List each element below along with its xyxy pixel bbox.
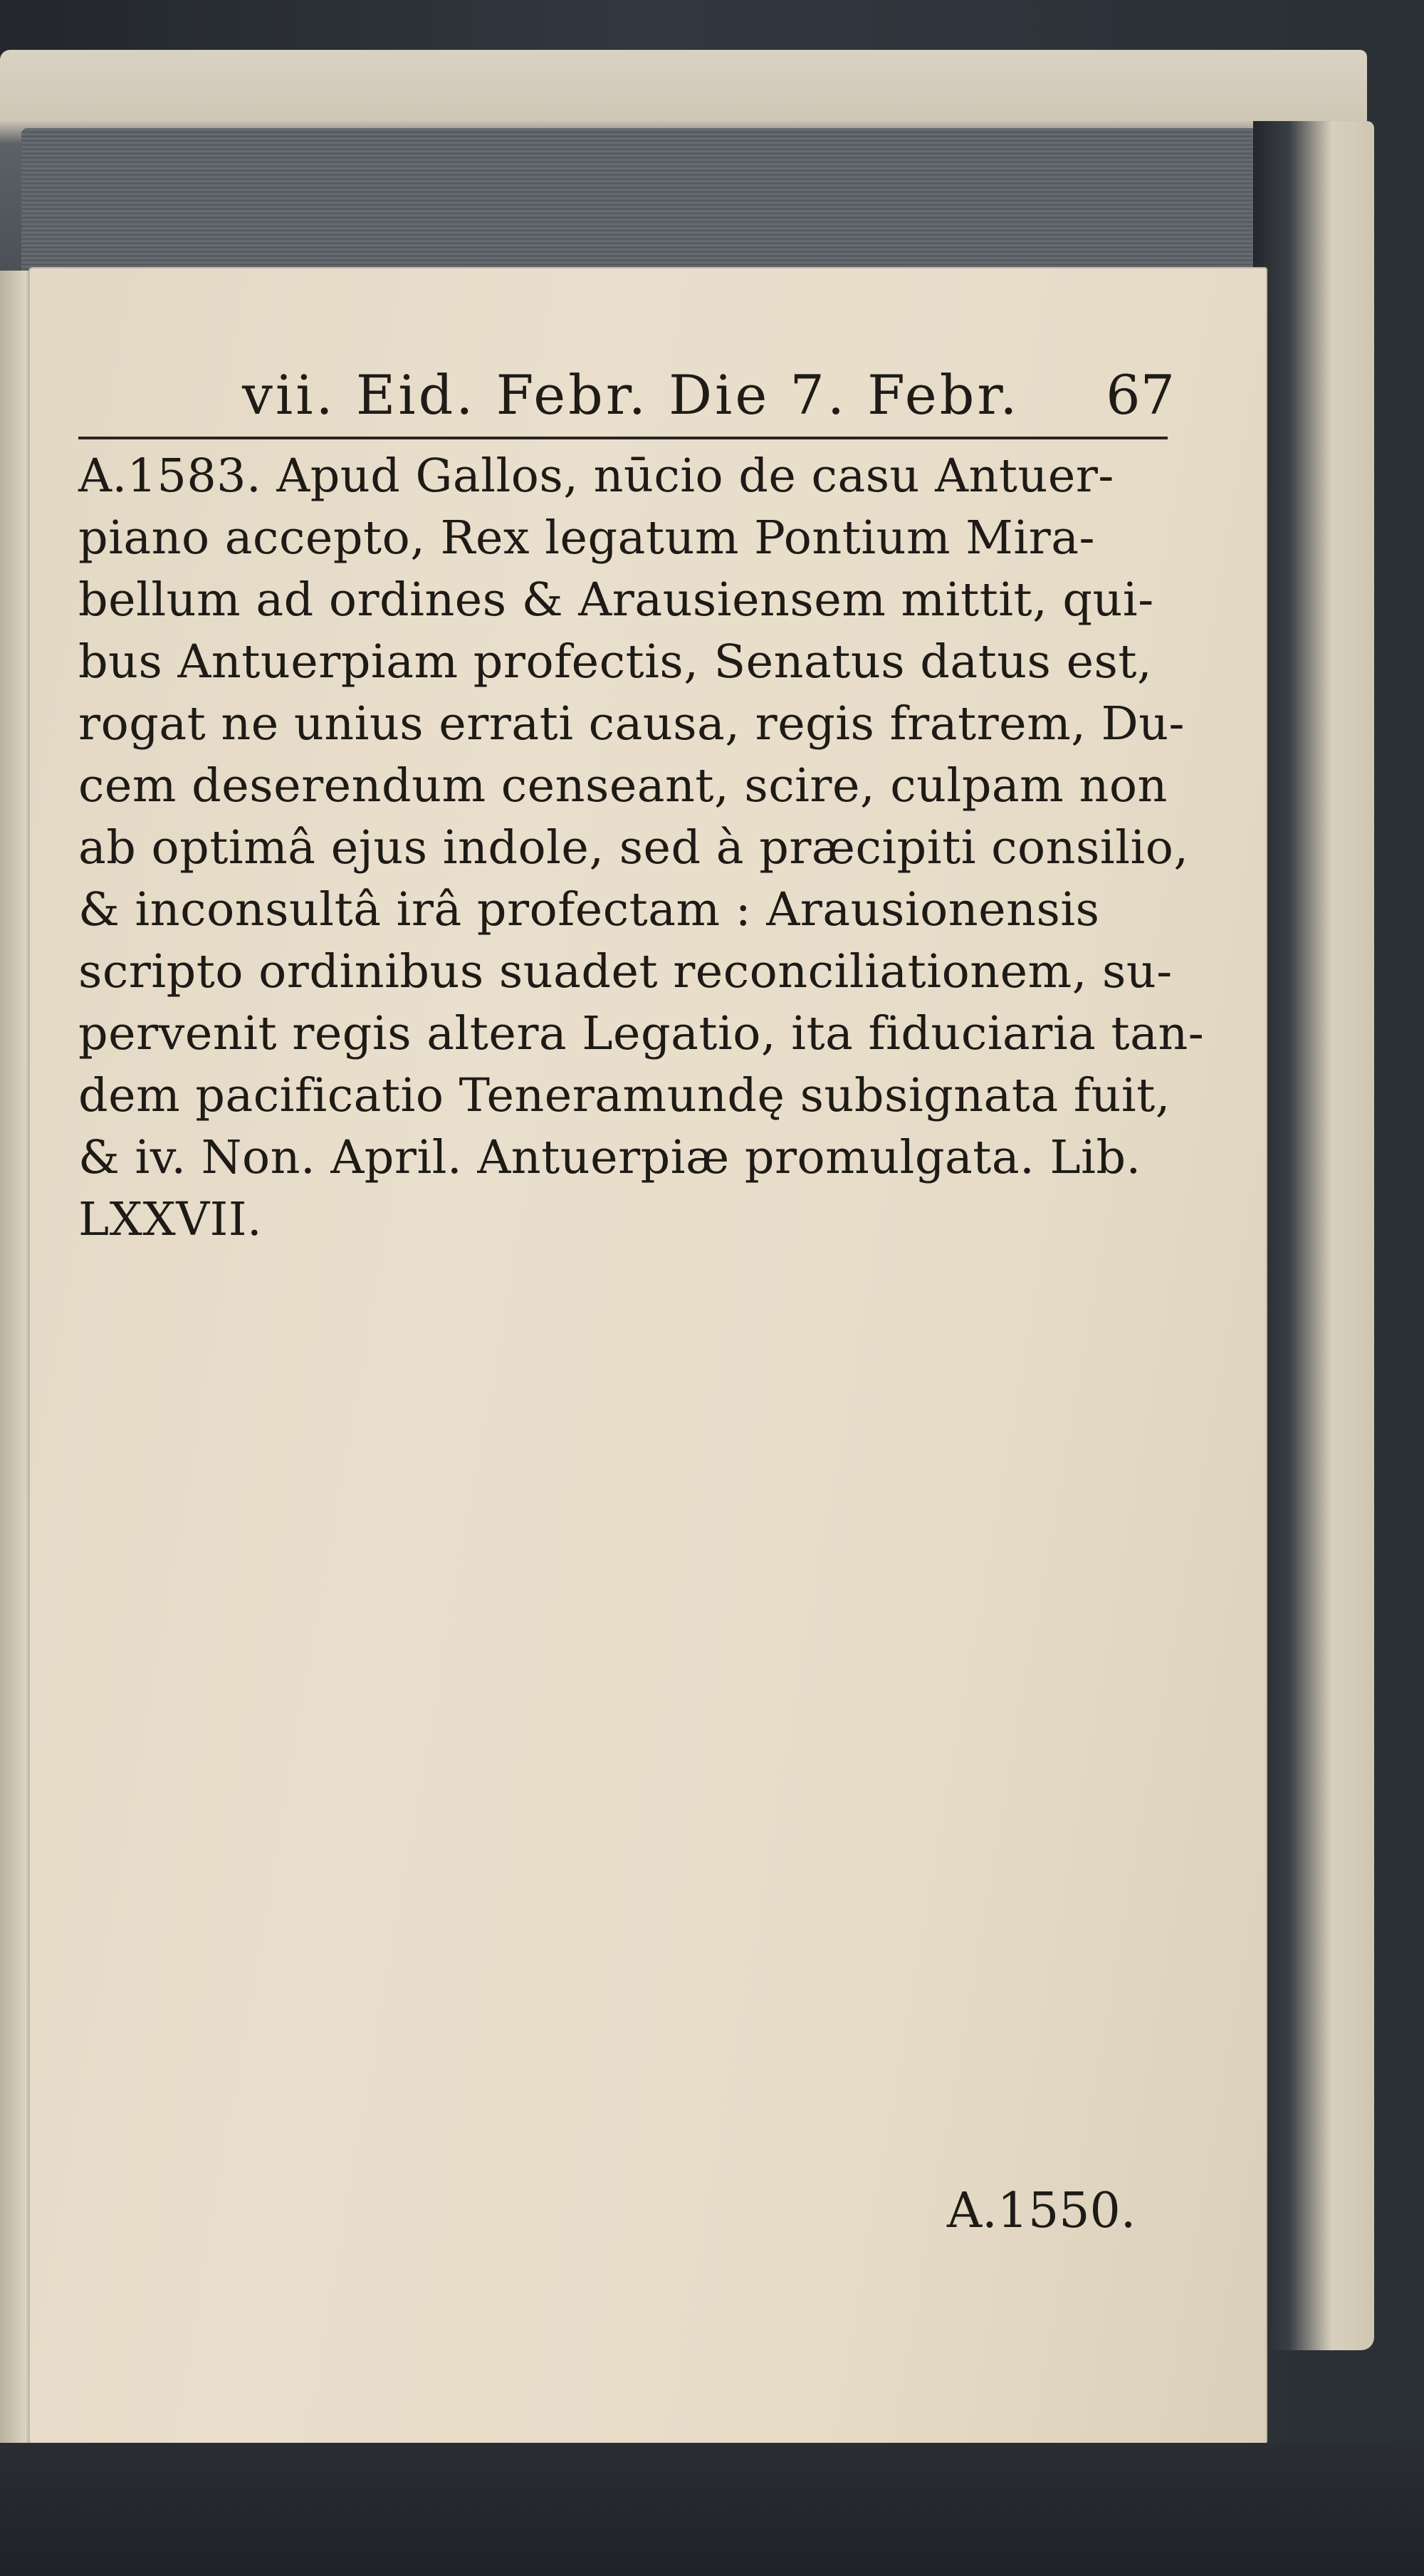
text-line: bus Antuerpiam profectis, Senatus datus est, (78, 635, 1153, 689)
text-line: ab optimâ ejus indole, sed à præcipiti consilio, (78, 821, 1189, 875)
header-rule (78, 437, 1168, 439)
running-title: vii. Eid. Febr. Die 7. Febr. (242, 363, 1020, 427)
text-line: LXXVII. (78, 1193, 263, 1246)
text-line: A.1583. Apud Gallos, nūcio de casu Antuer- (78, 449, 1114, 503)
text-line: & inconsultâ irâ profectam : Arausionensis (78, 883, 1100, 937)
page-number: 67 (1106, 363, 1175, 427)
text-line: bellum ad ordines & Arausiensem mittit, qui- (78, 573, 1154, 627)
book-page (28, 267, 1267, 2446)
text-line: & iv. Non. April. Antuerpiæ promulgata. Lib. (78, 1131, 1141, 1184)
text-line: dem pacificatio Teneramundę subsignata fuit, (78, 1069, 1171, 1122)
right-page-stack (1253, 121, 1374, 2350)
bottom-background (0, 2443, 1424, 2576)
text-line: pervenit regis altera Legatio, ita fiduciaria tan- (78, 1007, 1205, 1060)
catchword: A.1550. (947, 2183, 1136, 2239)
text-line: cem deserendum censeant, scire, culpam non (78, 759, 1168, 813)
page-header (228, 356, 1175, 434)
text-line: scripto ordinibus suadet reconciliationem, su- (78, 945, 1173, 998)
body-paragraph (78, 445, 1205, 1251)
text-line: rogat ne unius errati causa, regis fratrem, Du- (78, 697, 1185, 751)
text-line: piano accepto, Rex legatum Pontium Mira- (78, 511, 1095, 565)
